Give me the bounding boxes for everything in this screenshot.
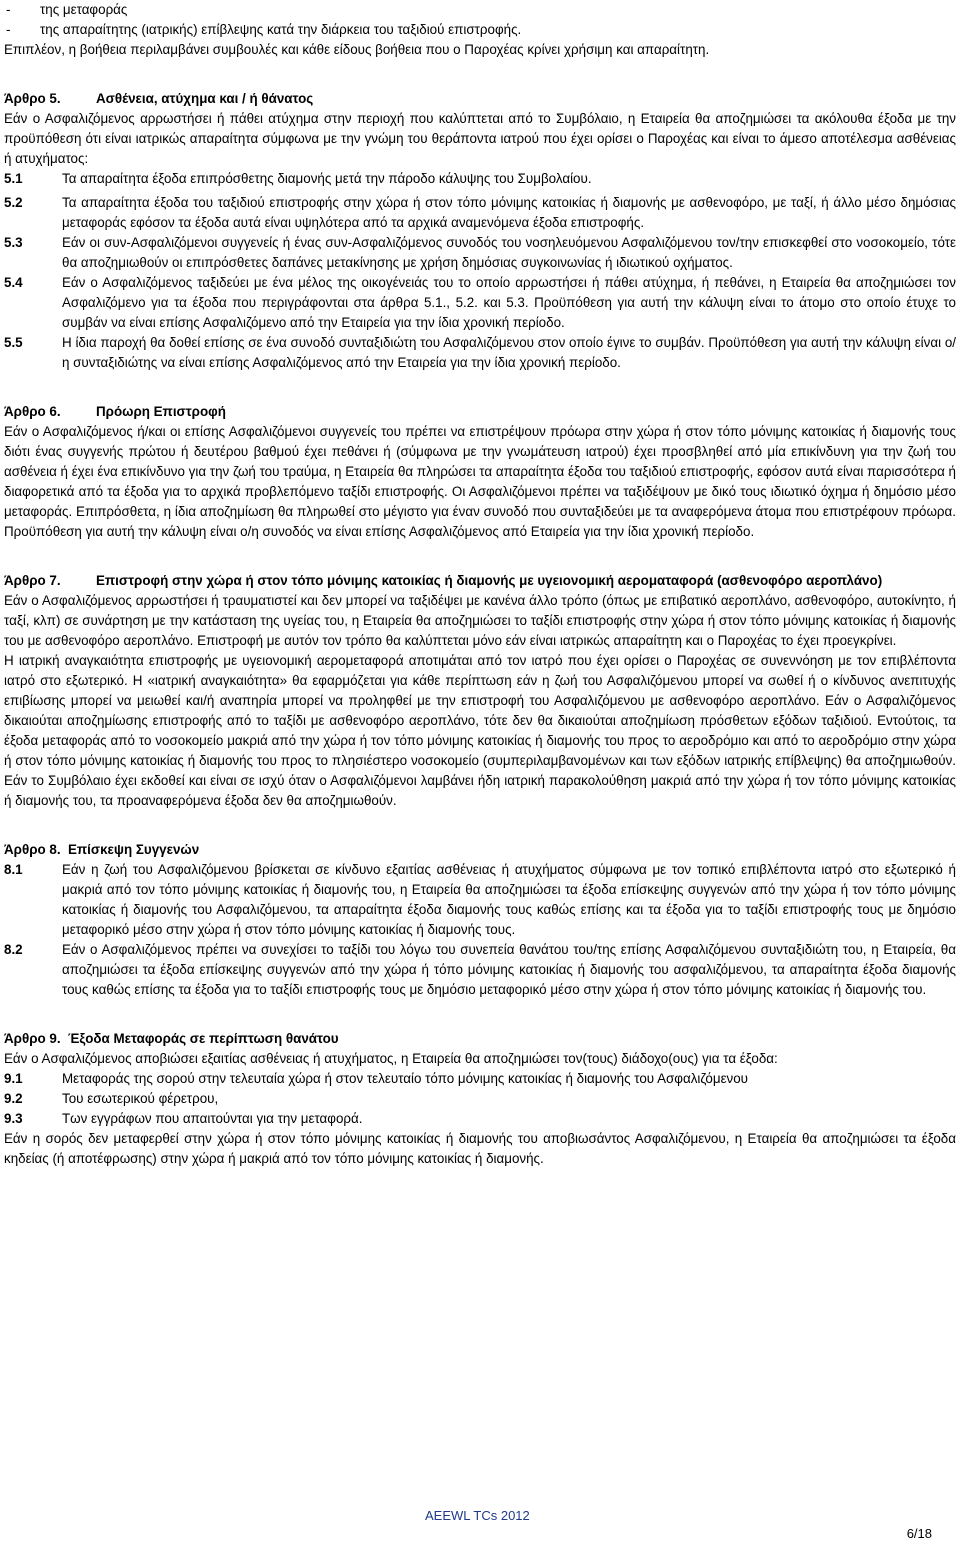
- document-page: [4, 0, 956, 1169]
- article-title: Έξοδα Μεταφοράς σε περίπτωση θανάτου: [68, 1031, 339, 1046]
- article-8-heading: [4, 840, 956, 860]
- article-number: Άρθρο 8.: [4, 842, 61, 857]
- article-7-paragraph-2: Η ιατρική αναγκαιότητα επιστροφής με υγειονομική αερομεταφορά αποτιμάται από τον ιατρό που έχει ορίσει ο Παροχέας σε συνεννόηση με τον επιβλέποντα ιατρό στο εξωτερικό. Η «ιατρική αναγκαιότητα» θα εφαρμόζεται για κάθε περίπτωση εάν η ζωή του Ασφαλιζόμενου μπορεί να σωθεί ή ο κίνδυνος ανεπιτυχής επιβίωσης μπορεί να μειωθεί και/ή αναπηρία μπορεί να προληφθεί με την επιστροφή του Ασφαλιζόμενου με ασθενοφόρο αεροπλάνο. Εάν ο Ασφαλιζόμενος δικαιούται αποζημίωσης επιστροφής από το ταξίδι με ασθενοφόρο αεροπλάνο, τότε δεν θα δικαιούται αποζημίωση πρόσθετων εξόδων ταξιδιού. Εντούτοις, τα έξοδα μεταφοράς από το νοσοκομείο μακριά από την χώρα ή τον τόπο μόνιμης κατοικίας ή διαμονής του προς το αεροδρόμιο και από το αεροδρόμιο στην χώρα ή στον τόπο μόνιμης κατοικίας ή διαμονής του προς το πλησιέστερο νοσοκομείο (συμπεριλαμβανομένων και των εξόδων ιατρικής επίβλεψης) θα αποζημιωθούν. Εάν το Συμβόλαιο έχει εκδοθεί και είναι σε ισχύ όταν ο Ασφαλιζόμενοι λαμβάνει ήδη ιατρική παρακολούθηση μακριά από την χώρα ή τον τόπο μόνιμης κατοικίας ή διαμονής του, τα προαναφερόμενα έξοδα δεν θα αποζημιωθούν.: [4, 653, 956, 808]
- clause-text: Εάν οι συν-Ασφαλιζόμενοι συγγενείς ή ένας συν-Ασφαλιζόμενος συνοδός του νοσηλευόμενου Ασφαλιζόμενου τον/την επισκεφθεί στο νοσοκομείο, τότε θα αποζημιωθούν οι επιπρόσθετες δαπάνες μετακίνησης με χρήση δημόσιας συγκοινωνίας ή ιδιωτικού οχήματος.: [62, 235, 956, 270]
- clause-text: Τα απαραίτητα έξοδα επιπρόσθετης διαμονής μετά την πάροδο κάλυψης του Συμβολαίου.: [62, 171, 592, 186]
- article-title: Επιστροφή στην χώρα ή στον τόπο μόνιμης κατοικίας ή διαμονής με υγειονομική αεροματαφορά (ασθενοφόρο αεροπλάνο): [96, 573, 883, 588]
- intro-dash-text: της μεταφοράς: [40, 2, 128, 17]
- clause-number: 5.5: [4, 335, 23, 350]
- clause-number: 9.2: [4, 1091, 23, 1106]
- clause-number: 8.2: [4, 942, 23, 957]
- page-footer: [0, 1508, 960, 1541]
- intro-closing: Επιπλέον, η βοήθεια περιλαμβάνει συμβουλές και κάθε είδους βοήθεια που ο Παροχέας κρίνει χρήσιμη και απαραίτητη.: [4, 42, 710, 57]
- article-9-heading: [4, 1029, 956, 1049]
- clause-number: 9.3: [4, 1111, 23, 1126]
- intro-dash-item: - της απαραίτητης (ιατρικής) επίβλεψης κατά την διάρκεια του ταξιδιού επιστροφής.: [6, 22, 522, 37]
- intro-dash-text: της απαραίτητης (ιατρικής) επίβλεψης κατά την διάρκεια του ταξιδιού επιστροφής.: [40, 22, 522, 37]
- clause-8-2: [4, 940, 956, 1000]
- clause-9-2: [4, 1089, 956, 1109]
- clause-number: 9.1: [4, 1071, 23, 1086]
- article-title: Επίσκεψη Συγγενών: [68, 842, 200, 857]
- clause-number: 8.1: [4, 862, 23, 877]
- article-number: Άρθρο 6.: [4, 404, 61, 419]
- clause-text: Εάν ο Ασφαλιζόμενος πρέπει να συνεχίσει το ταξίδι του λόγω του συνεπεία θανάτου του/της επίσης Ασφαλιζόμενου συνταξιδιώτη του, η Εταιρεία, θα αποζημιώσει τα έξοδα επίσκεψης συγγενών από την χώρα ή τόπο μόνιμης κατοικίας ή διαμονής του ασφαλιζόμενου, τα απαραίτητα έξοδα διαμονής τους καθώς επίσης τα έξοδα για το ταξίδι επιστροφής τους με δημόσιο μεταφορικό μέσο στην χώρα ή στον τόπο μόνιμης κατοικίας ή διαμονής του.: [62, 942, 956, 997]
- clause-number: 5.2: [4, 195, 23, 210]
- article-number: Άρθρο 5.: [4, 91, 61, 106]
- article-7-paragraph-1: Εάν ο Ασφαλιζόμενος αρρωστήσει ή τραυματιστεί και δεν μπορεί να ταξιδέψει με κανένα άλλο τρόπο (όπως με επιβατικό αεροπλάνο, ασθενοφόρο, αυτοκίνητο, ή ταξί, κλπ) σε συνάρτηση με την κατάσταση της υγείας του, η Εταιρεία θα αποζημιώσει το ταξίδι επιστροφής στην χώρα ή στον τόπο μόνιμης κατοικίας ή διαμονής του με ασθενοφόρο αεροπλάνο. Επιστροφή με αυτόν τον τρόπο θα καλύπτεται μόνο εάν είναι ιατρικώς απαραίτητη και ο Παροχέας το έχει προεγκρίνει.: [4, 593, 956, 648]
- clause-5-5: [4, 333, 956, 373]
- clause-9-1: [4, 1069, 956, 1089]
- article-7-heading: [4, 571, 956, 591]
- clause-9-3: [4, 1109, 956, 1129]
- intro-dash-item: - της μεταφοράς: [6, 2, 128, 17]
- clause-5-1: [4, 169, 956, 189]
- clause-text: Εάν ο Ασφαλιζόμενος ταξιδεύει με ένα μέλος της οικογένειάς του το οποίο αρρωστήσει ή πάθει ατύχημα, ή πεθάνει, η Εταιρεία θα αποζημιώσει τον Ασφαλιζόμενο για τα έξοδα που περιγράφονται στα άρθρα 5.1., 5.2. και 5.3. Προϋπόθεση για αυτή την κάλυψη είναι το άτομο στο οποίο έτυχε το συμβάν να είναι επίσης Ασφαλιζόμενο από την Εταιρεία για την ίδια χρονική περίοδο.: [62, 275, 956, 330]
- footer-source: AEEWL TCs 2012: [425, 1508, 530, 1523]
- article-number: Άρθρο 7.: [4, 573, 61, 588]
- clause-8-1: [4, 860, 956, 940]
- clause-text: Η ίδια παροχή θα δοθεί επίσης σε ένα συνοδό συνταξιδιώτη του Ασφαλιζόμενου στον οποίο έγινε το συμβάν. Προϋπόθεση για αυτή την κάλυψη είναι ο/η συνταξιδιώτης να είναι επίσης Ασφαλιζόμενος από την Εταιρεία για την ίδια χρονική περίοδο.: [62, 335, 956, 370]
- clause-5-2: [4, 193, 956, 233]
- article-9-closing: Εάν η σορός δεν μεταφερθεί στην χώρα ή στον τόπο μόνιμης κατοικίας ή διαμονής του αποβιωσάντος Ασφαλιζόμενου, η Εταιρεία θα αποζημιώσει τα έξοδα κηδείας (ή αποτέφρωσης) στην χώρα ή μακριά από τον τόπο μόνιμης κατοικίας ή διαμονής.: [4, 1131, 956, 1166]
- clause-text: Του εσωτερικού φέρετρου,: [62, 1091, 219, 1106]
- article-number: Άρθρο 9.: [4, 1031, 61, 1046]
- clause-text: Εάν η ζωή του Ασφαλιζόμενου βρίσκεται σε κίνδυνο εξαιτίας ασθένειας ή ατυχήματος σύμφωνα με τον τοπικό επιβλέποντα ιατρό στο εξωτερικό ή μακριά από τον τόπο μόνιμης κατοικίας ή διαμονής του, η Εταιρεία θα αποζημιώσει τα έξοδα επίσκεψης συγγενών από την χώρα ή τον τόπο μόνιμης κατοικίας ή διαμονής του Ασφαλιζόμενου, τα απαραίτητα έξοδα διαμονής τους καθώς επίσης και τα έξοδα για το ταξίδι επιστροφής τους με δημόσιο μεταφορικό μέσο στην χώρα ή στον τόπο μόνιμης κατοικίας ή διαμονής τους.: [62, 862, 956, 937]
- article-5-heading: [4, 89, 956, 109]
- clause-number: 5.1: [4, 171, 23, 186]
- article-title: Πρόωρη Επιστροφή: [96, 404, 226, 419]
- article-6-body: Εάν ο Ασφαλιζόμενος ή/και οι επίσης Ασφαλιζόμενοι συγγενείς του πρέπει να επιστρέψουν πρόωρα στην χώρα ή στον τόπο μόνιμης κατοικίας ή διαμονής τους διότι ένας συγγενής πρώτου ή δευτέρου βαθμού έχει πεθάνει ή (σύμφωνα με την γνωμάτευση ιατρού) έχει προσβληθεί από μία επικίνδυνη για την ζωή του ασθένεια ή έχει ένα επικίνδυνο για την ζωή του τραύμα, η Εταιρεία θα πληρώσει τα απαραίτητα έξοδα του ταξιδιού επιστροφής, εφόσον αυτά είναι παρισσότερα ή διαφορετικά από τα έξοδα για το αρχικά προβλεπόμενο ταξίδι επιστροφής. Οι Ασφαλιζόμενοι πρέπει να ταξιδέψουν με δικό τους ιδιωτικό όχημα ή δημόσιο μέσο μεταφοράς. Επιπρόσθετα, η ίδια αποζημίωση θα πληρωθεί στο μέγιστο για έναν συνοδό που συνταξιδεύει με τα αναφερόμενα άτομα που επιστρέφουν πρόωρα. Προϋπόθεση για αυτή την κάλυψη είναι ο/η συνοδός να είναι επίσης Ασφαλιζόμενος από Εταιρεία για την ίδια χρονική περίοδο.: [4, 424, 957, 539]
- clause-number: 5.3: [4, 235, 23, 250]
- clause-text: Τα απαραίτητα έξοδα του ταξιδιού επιστροφής στην χώρα ή στον τόπο μόνιμης κατοικίας ή διαμονής με ασθενοφόρο, με ταξί, ή άλλο μέσο δημόσιας μεταφοράς εφόσον τα έξοδα αυτά είναι υψηλότερα από τα αρχικά αναμενόμενα έξοδα επιστροφής.: [62, 195, 956, 230]
- article-5-body: Εάν ο Ασφαλιζόμενος αρρωστήσει ή πάθει ατύχημα στην περιοχή που καλύπτεται από το Συμβόλαιο, η Εταιρεία θα αποζημιώσει τα ακόλουθα έξοδα με την προϋπόθεση ότι είναι ιατρικώς απαραίτητα σύμφωνα με την γνώμη του θεράποντα ιατρού που έχει ορίσει ο Παροχέας και είναι το άμεσο αποτέλεσμα ασθένειας ή ατυχήματος:: [4, 111, 956, 166]
- clause-number: 5.4: [4, 275, 23, 290]
- article-6-heading: [4, 402, 956, 422]
- article-9-body: Εάν ο Ασφαλιζόμενος αποβιώσει εξαιτίας ασθένειας ή ατυχήματος, η Εταιρεία θα αποζημιώσει τον(τους) διάδοχο(ους) για τα έξοδα:: [4, 1051, 778, 1066]
- clause-5-3: [4, 233, 956, 273]
- article-title: Ασθένεια, ατύχημα και / ή θάνατος: [96, 91, 314, 106]
- clause-text: Των εγγράφων που απαιτούνται για την μεταφορά.: [62, 1111, 363, 1126]
- page-number: 6/18: [906, 1526, 932, 1541]
- clause-text: Μεταφοράς της σορού στην τελευταία χώρα ή στον τελευταίο τόπο μόνιμης κατοικίας ή διαμονής του Ασφαλιζόμενου: [62, 1071, 749, 1086]
- clause-5-4: [4, 273, 956, 333]
